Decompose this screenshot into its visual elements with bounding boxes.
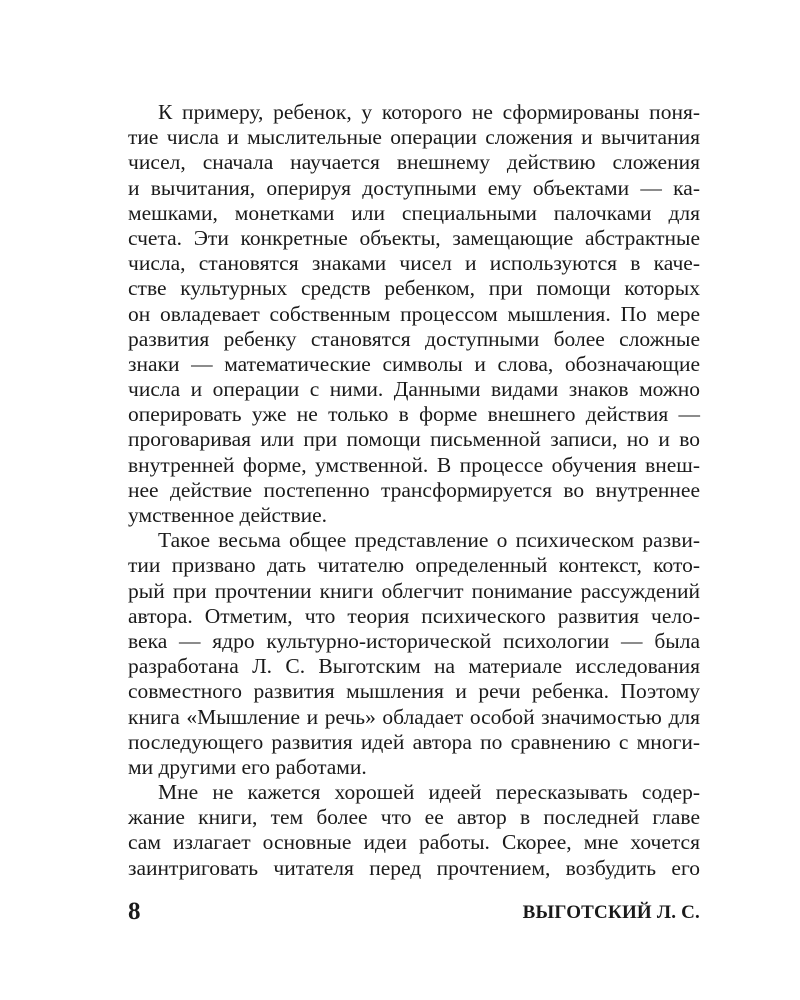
body-text <box>128 100 700 881</box>
text-line: тии призвано дать читателю определенный контекст, кото- <box>128 553 700 578</box>
text-line: совместного развития мышления и речи ребенка. Поэтому <box>128 679 700 704</box>
text-line: стве культурных средств ребенком, при помощи которых <box>128 276 700 301</box>
text-line: заинтриговать читателя перед прочтением, возбудить его <box>128 855 700 880</box>
text-line: жание книги, тем более что ее автор в последней главе <box>128 805 700 830</box>
text-line: последующего развития идей автора по сравнению с многи- <box>128 729 700 754</box>
text-line: числа, становятся знаками чисел и используются в каче- <box>128 251 700 276</box>
text-line: и вычитания, оперируя доступными ему объектами — ка- <box>128 175 700 200</box>
text-line: ми другими его работами. <box>128 754 367 779</box>
text-line: книга «Мышление и речь» обладает особой значимостью для <box>128 704 700 729</box>
paragraph-3 <box>128 780 700 881</box>
text-line: оперировать уже не только в форме внешнего действия — <box>128 402 700 427</box>
text-line: внутренней форме, умственной. В процессе обучения внеш- <box>128 452 700 477</box>
paragraph-1 <box>128 100 700 528</box>
text-line: сам излагает основные идеи работы. Скорее, мне хочется <box>128 830 700 855</box>
text-line: счета. Эти конкретные объекты, замещающие абстрактные <box>128 225 700 250</box>
running-head: ВЫГОТСКИЙ Л. С. <box>522 902 700 923</box>
text-line: тие числа и мыслительные операции сложения и вычитания <box>128 125 700 150</box>
text-line: знаки — математические символы и слова, обозначающие <box>128 351 700 376</box>
text-line: века — ядро культурно-исторической психологии — была <box>128 628 700 653</box>
text-line: он овладевает собственным процессом мышления. По мере <box>128 301 700 326</box>
text-line: проговаривая или при помощи письменной записи, но и во <box>128 427 700 452</box>
text-line: числа и операции с ними. Данными видами знаков можно <box>128 377 700 402</box>
text-line: развития ребенку становятся доступными более сложные <box>128 326 700 351</box>
text-line: рый при прочтении книги облегчит понимание рассуждений <box>128 578 700 603</box>
page-footer <box>128 898 700 928</box>
text-line: автора. Отметим, что теория психического развития чело- <box>128 603 700 628</box>
text-line: умственное действие. <box>128 503 328 527</box>
text-line: Такое весьма общее представление о психическом разви- <box>158 528 700 553</box>
text-line: мешками, монетками или специальными палочками для <box>128 200 700 225</box>
paragraph-2 <box>128 528 700 780</box>
text-line: К примеру, ребенок, у которого не сформированы поня- <box>158 100 700 124</box>
text-line: Мне не кажется хорошей идеей пересказывать содер- <box>158 780 700 805</box>
text-line: нее действие постепенно трансформируется во внутреннее <box>128 477 700 502</box>
text-line: чисел, сначала научается внешнему действию сложения <box>128 150 700 175</box>
text-line: разработана Л. С. Выготским на материале исследования <box>128 654 700 679</box>
page-number: 8 <box>128 898 141 925</box>
